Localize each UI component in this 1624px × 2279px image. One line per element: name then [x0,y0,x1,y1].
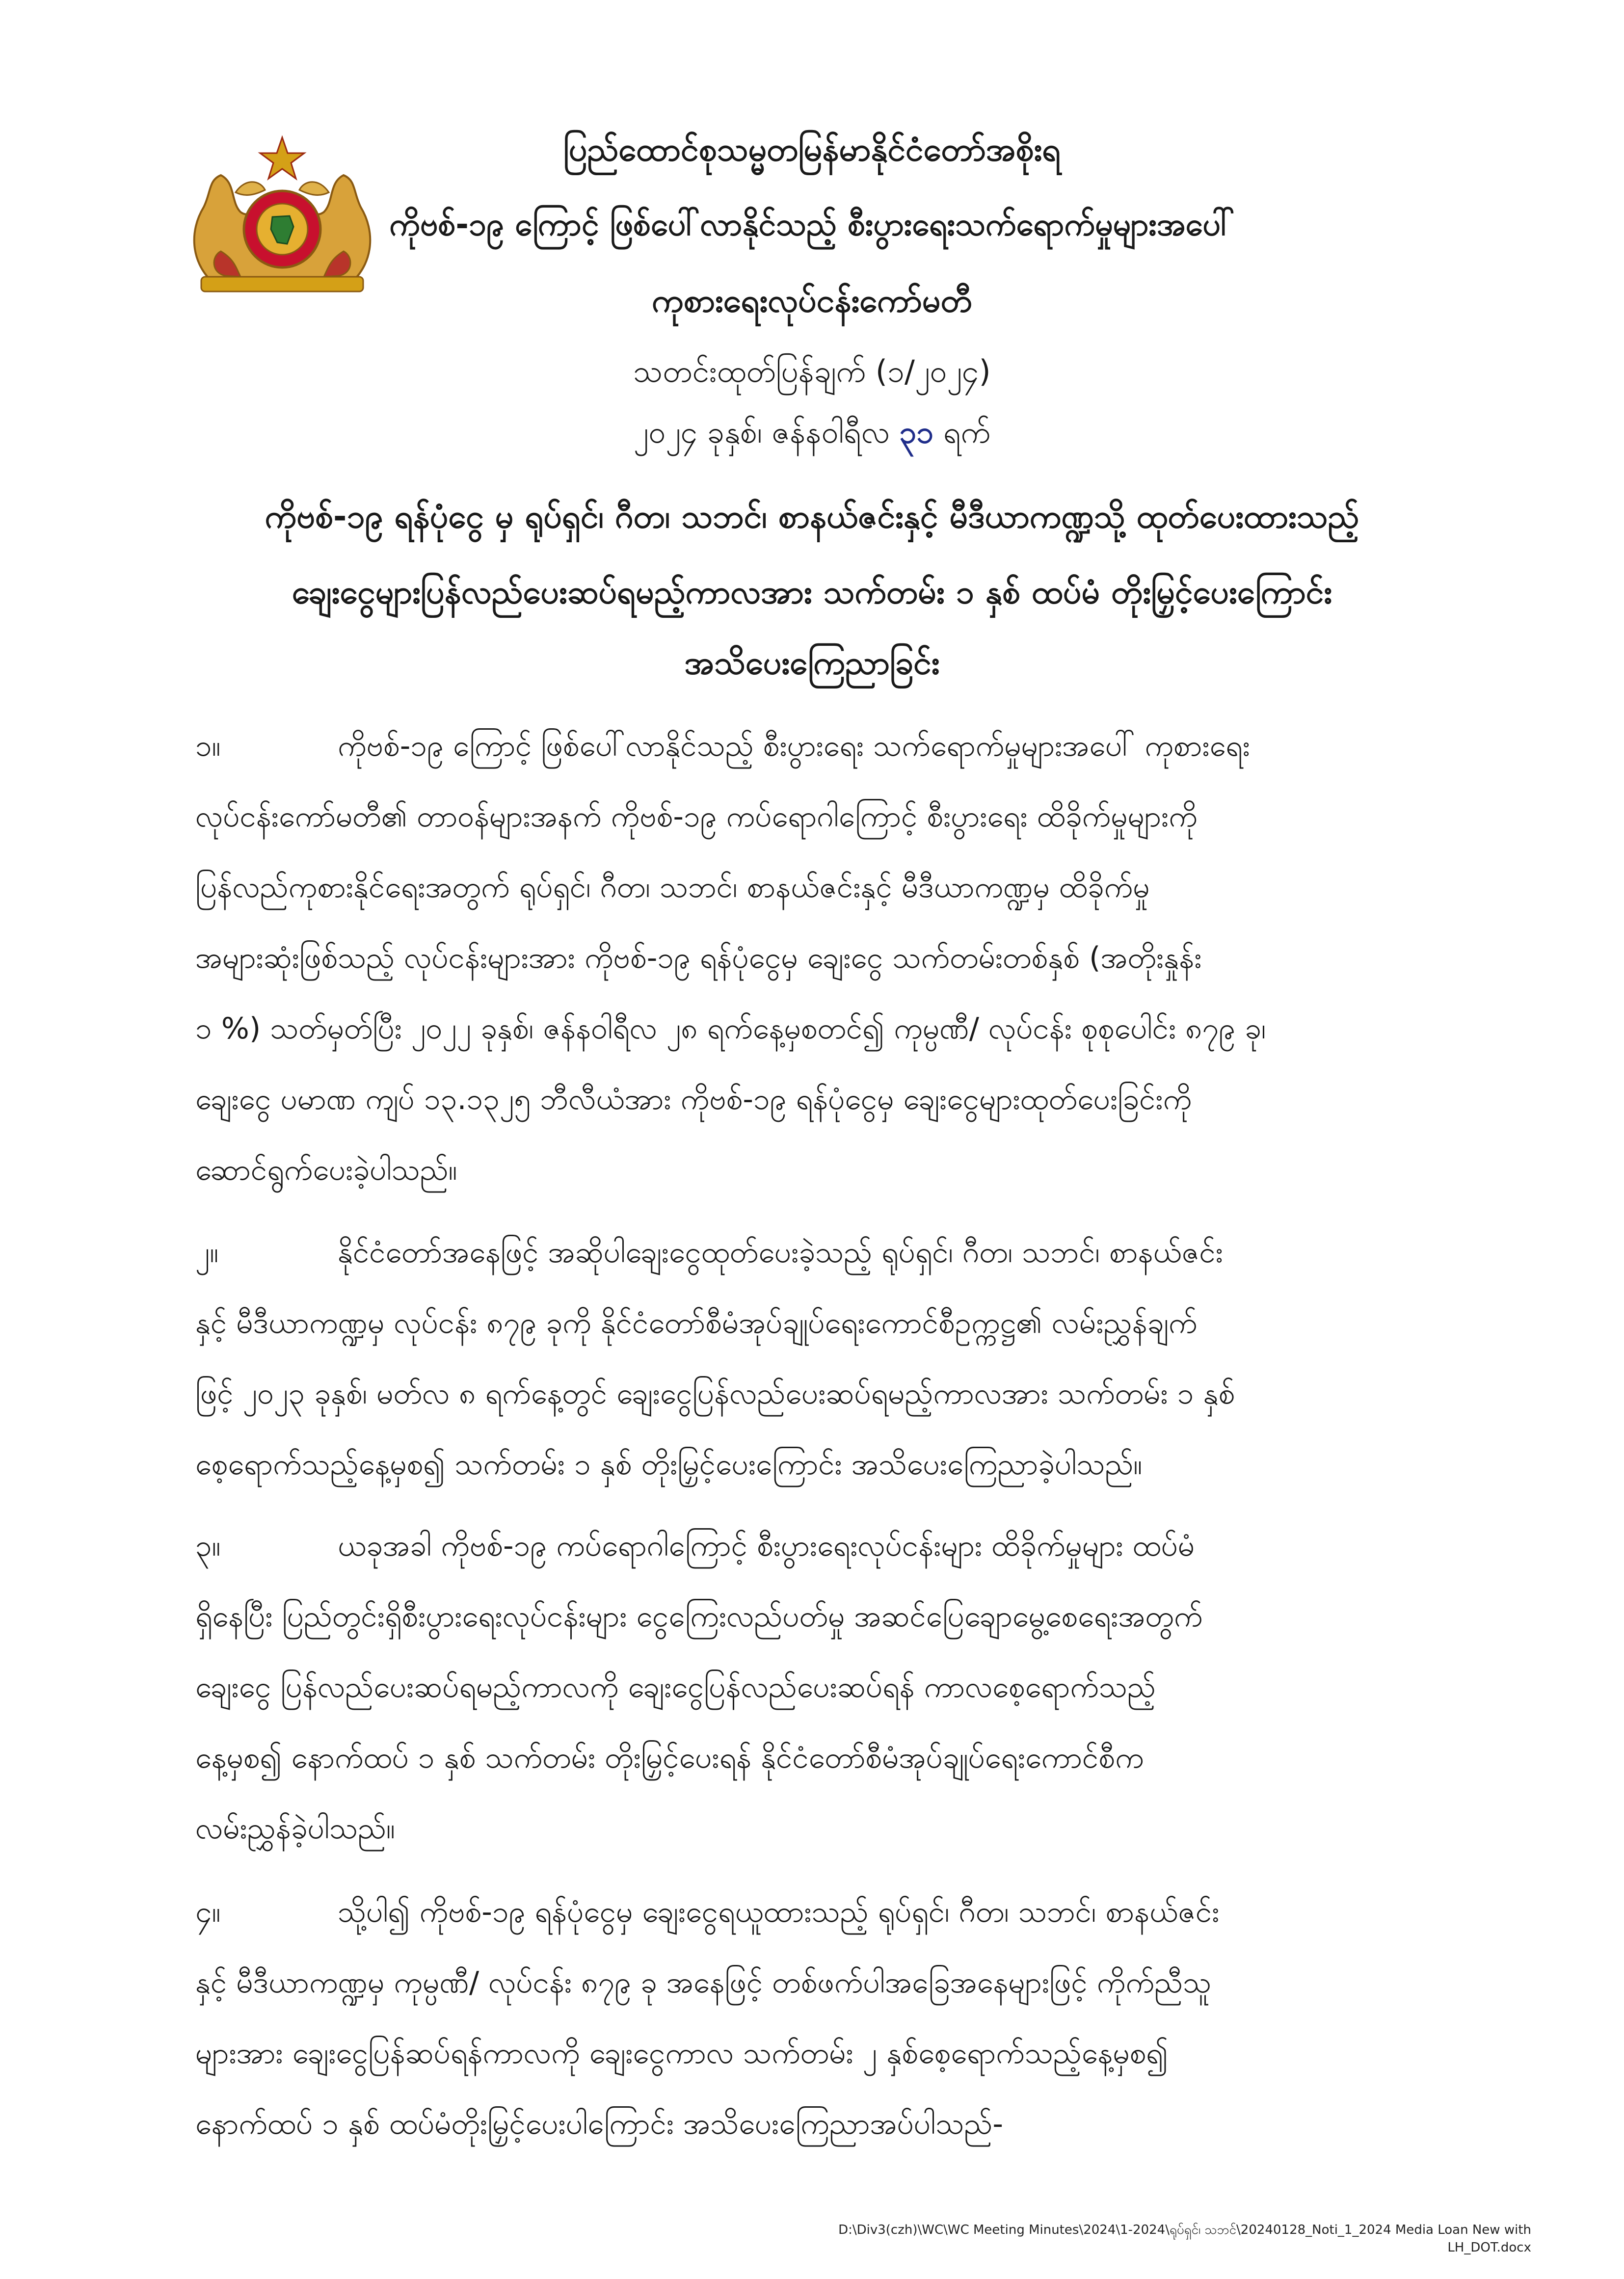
paragraph-line: ဖြင့် ၂၀၂၃ ခုနှစ်၊ မတ်လ ၈ ရက်နေ့တွင် ချေးငွေပြန်လည်ပေးဆပ်ရမည့်ကာလအား သက်တမ်း ၁ နှစ် [195,1377,1235,1411]
paragraph-line: ၁ %) သတ်မှတ်ပြီး ၂၀၂၂ ခုနှစ်၊ ဇန်နဝါရီလ ၂၈ ရက်နေ့မှစတင်၍ ကုမ္ပဏီ/ လုပ်ငန်း စုစုပေါင်း ၈၇၉ ခု၊ [195,1011,1266,1046]
paragraph-line: စေ့ရောက်သည့်နေ့မှစ၍ သက်တမ်း ၁ နှစ် တိုးမြှင့်ပေးကြောင်း အသိပေးကြေညာခဲ့ပါသည်။ [195,1447,1143,1482]
committee-title-line2: ကုစားရေးလုပ်ငန်းကော်မတီ [652,282,972,319]
notice-title-line2: ချေးငွေများပြန်လည်ပေးဆပ်ရမည့်ကာလအား သက်တမ်း ၁ နှစ် ထပ်မံ တိုးမြှင့်ပေးကြောင်း [292,573,1332,611]
paragraph-line: ပြန်လည်ကုစားနိုင်ရေးအတွက် ရုပ်ရှင်၊ ဂီတ၊ သဘင်၊ စာနယ်ဇင်းနှင့် မီဒီယာကဏ္ဍမှ ထိခိုက်မှု [195,870,1150,904]
paragraph-line: ၁။ ကိုဗစ်-၁၉ ကြောင့် ဖြစ်ပေါ်လာနိုင်သည့် စီးပွားရေး သက်ရောက်မှုများအပေါ် ကုစားရေး [195,711,1459,781]
paragraph-number: ၁။ [195,729,221,763]
paragraph-line: နောက်ထပ် ၁ နှစ် ထပ်မံတိုးမြှင့်ပေးပါကြောင်း အသိပေးကြေညာအပ်ပါသည်- [195,2107,1004,2141]
paragraph-2 [195,1217,1459,1500]
paragraph-line: အများဆုံးဖြစ်သည့် လုပ်ငန်းများအား ကိုဗစ်-၁၉ ရန်ပုံငွေမှ ချေးငွေ သက်တမ်းတစ်နှစ် (အတိုးနှုန်း [195,941,1202,975]
paragraph-line: ရှိနေပြီး ပြည်တွင်းရှိစီးပွားရေးလုပ်ငန်းများ ငွေကြေးလည်ပတ်မှု အဆင်ပြေချောမွေ့စေရေးအတွက် [195,1599,1203,1634]
paragraph-line: နေ့မှစ၍ နောက်ထပ် ၁ နှစ် သက်တမ်း တိုးမြှင့်ပေးရန် နိုင်ငံတော်စီမံအုပ်ချုပ်ရေးကောင်စီက [195,1741,1144,1775]
paragraph-line: ချေးငွေ ပမာဏ ကျပ် ၁၃.၁၃၂၅ ဘီလီယံအား ကိုဗစ်-၁၉ ရန်ပုံငွေမှ ချေးငွေများထုတ်ပေးခြင်းကို [195,1082,1192,1116]
paragraph-3 [195,1510,1459,1864]
paragraph-number: ၂။ [195,1235,219,1270]
notice-title-line3: အသိပေးကြေညာခြင်း [684,644,940,682]
footer-file-path: D:\Div3(czh)\WC\WC Meeting Minutes\2024\1-2024\ရုပ်ရှင်၊ သဘင်\20240128_Noti_1_2024 Media Loan New with LH_DOT.docx [838,2223,1531,2255]
paragraph-line: ဆောင်ရွက်ပေးခဲ့ပါသည်။ [195,1153,457,1187]
paragraph-line: ၄။ သို့ပါ၍ ကိုဗစ်-၁၉ ရန်ပုံငွေမှ ချေးငွေရယူထားသည့် ရုပ်ရှင်၊ ဂီတ၊ သဘင်၊ စာနယ်ဇင်း [195,1877,1459,1947]
paragraph-line: ၃။ ယခုအခါ ကိုဗစ်-၁၉ ကပ်ရောဂါကြောင့် စီးပွားရေးလုပ်ငန်းများ ထိခိုက်မှုများ ထပ်မံ [195,1510,1459,1581]
date-suffix: ရက် [943,414,991,450]
release-number: သတင်းထုတ်ပြန်ချက် (၁/၂၀၂၄) [633,353,991,389]
date-prefix: ၂၀၂၄ ခုနှစ်၊ ဇန်နဝါရီလ [633,414,890,450]
government-title: ပြည်ထောင်စုသမ္မတမြန်မာနိုင်ငံတော်အစိုးရ [563,131,1061,168]
paragraph-line: များအား ချေးငွေပြန်ဆပ်ရန်ကာလကို ချေးငွေကာလ သက်တမ်း ၂ နှစ်စေ့ရောက်သည့်နေ့မှစ၍ [195,2036,1169,2070]
paragraph-4 [195,1877,1459,2159]
paragraph-number: ၄။ [195,1895,221,1929]
paragraph-line: နှင့် မီဒီယာကဏ္ဍမှ လုပ်ငန်း ၈၇၉ ခုကို နိုင်ငံတော်စီမံအုပ်ချုပ်ရေးကောင်စီဥက္ကဋ္ဌ၏ လမ်းညွှန်ချက် [195,1306,1198,1340]
date-day: ၃၁ [899,414,934,450]
paragraph-line: ချေးငွေ ပြန်လည်ပေးဆပ်ရမည့်ကာလကို ချေးငွေပြန်လည်ပေးဆပ်ရန် ကာလစေ့ရောက်သည့် [195,1670,1156,1704]
paragraph-1 [195,711,1459,1205]
release-date [0,414,1624,450]
paragraph-line: နှင့် မီဒီယာကဏ္ဍမှ ကုမ္ပဏီ/ လုပ်ငန်း ၈၇၉ ခု အနေဖြင့် တစ်ဖက်ပါအခြေအနေများဖြင့် ကိုက်ညီသူ [195,1965,1212,2000]
committee-title-line1: ကိုဗစ်-၁၉ ကြောင့် ဖြစ်ပေါ်လာနိုင်သည့် စီးပွားရေးသက်ရောက်မှုများအပေါ် [389,207,1235,243]
paragraph-line: လမ်းညွှန်ခဲ့ပါသည်။ [195,1811,396,1846]
notice-title-line1: ကိုဗစ်-၁၉ ရန်ပုံငွေ မှ ရုပ်ရှင်၊ ဂီတ၊ သဘင်၊ စာနယ်ဇင်းနှင့် မီဒီယာကဏ္ဍသို့ ထုတ်ပေးထားသည့် [265,498,1359,535]
paragraph-line: လုပ်ငန်းကော်မတီ၏ တာဝန်များအနက် ကိုဗစ်-၁၉ ကပ်ရောဂါကြောင့် စီးပွားရေး ထိခိုက်မှုများကို [195,799,1198,834]
paragraph-line: ၂။ နိုင်ငံတော်အနေဖြင့် အဆိုပါချေးငွေထုတ်ပေးခဲ့သည့် ရုပ်ရှင်၊ ဂီတ၊ သဘင်၊ စာနယ်ဇင်း [195,1217,1459,1288]
paragraph-number: ၃။ [195,1529,221,1563]
